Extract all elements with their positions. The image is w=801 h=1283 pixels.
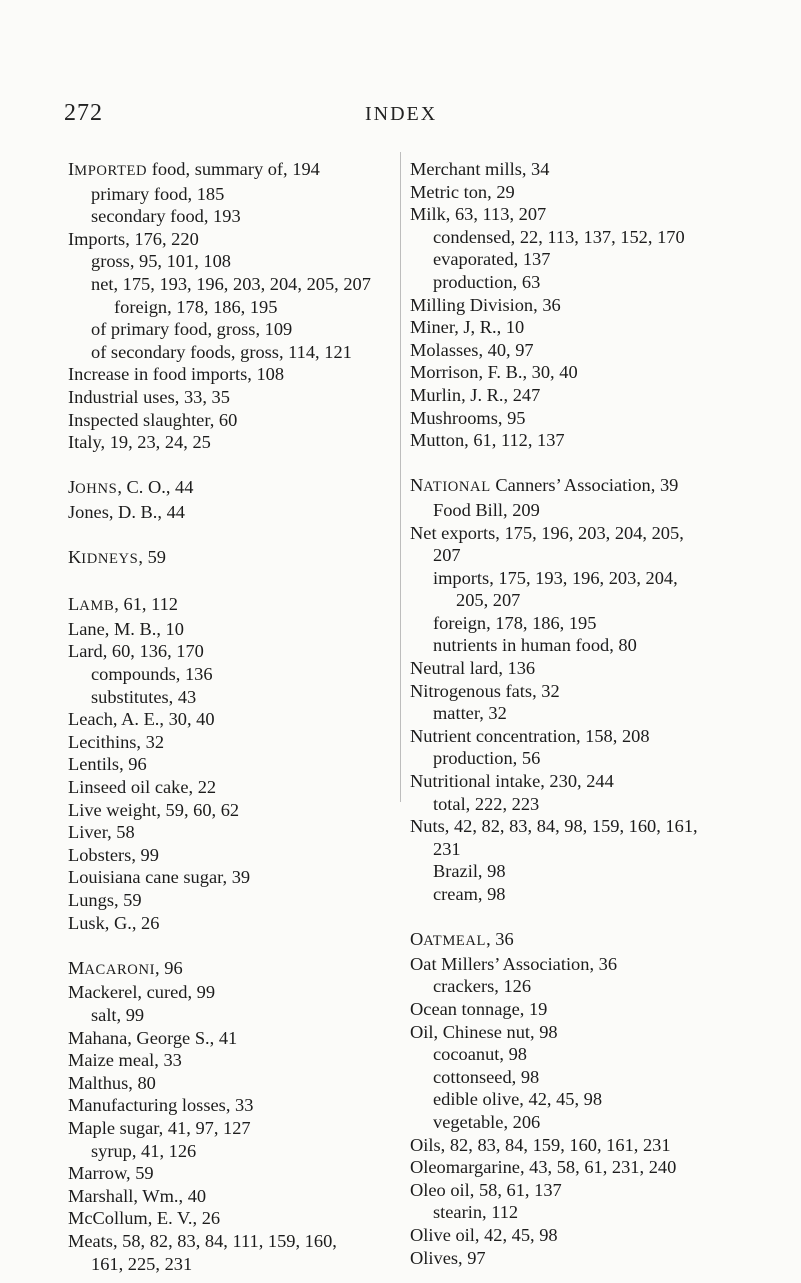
entry-text: Lane, M. B., 10 xyxy=(68,618,184,639)
index-entry xyxy=(410,339,795,362)
index-subentry xyxy=(410,612,795,635)
index-subentry xyxy=(410,499,795,522)
entry-text: substitutes, 43 xyxy=(91,686,197,707)
index-entry xyxy=(68,889,393,912)
entry-text: cottonseed, 98 xyxy=(433,1066,540,1087)
entry-text: foreign, 178, 186, 195 xyxy=(433,612,597,633)
index-entry xyxy=(410,680,795,703)
entry-text: nutrients in human food, 80 xyxy=(433,635,637,656)
index-subentry xyxy=(410,271,795,294)
entry-text: Malthus, 80 xyxy=(68,1072,156,1093)
entry-text: Lobsters, 99 xyxy=(68,844,159,865)
entry-text: Mushrooms, 95 xyxy=(410,407,526,428)
entry-text: Industrial uses, 33, 35 xyxy=(68,386,230,407)
index-entry xyxy=(68,1117,393,1140)
index-entry xyxy=(68,1185,393,1208)
index-entry xyxy=(410,361,795,384)
entry-text: Inspected slaughter, 60 xyxy=(68,409,238,430)
entry-text: Meats, 58, 82, 83, 84, 111, 159, 160, xyxy=(68,1230,337,1251)
index-subentry xyxy=(68,1004,393,1027)
entry-text: Lard, 60, 136, 170 xyxy=(68,641,204,662)
entry-text: , 36 xyxy=(486,929,514,950)
entry-text: Marshall, Wm., 40 xyxy=(68,1185,207,1206)
index-entry xyxy=(68,1049,393,1072)
index-entry xyxy=(68,431,393,454)
entry-text: 207 xyxy=(433,545,461,566)
index-entry xyxy=(410,928,795,953)
entry-text: evaporated, 137 xyxy=(433,249,551,270)
index-subentry xyxy=(410,226,795,249)
entry-text: Oat Millers’ Association, 36 xyxy=(410,953,618,974)
index-entry-continuation xyxy=(410,838,795,861)
entry-text: gross, 95, 101, 108 xyxy=(91,251,231,272)
index-subentry xyxy=(410,860,795,883)
entry-text: of secondary foods, gross, 114, 121 xyxy=(91,341,352,362)
index-subentry xyxy=(410,248,795,271)
index-entry xyxy=(68,1094,393,1117)
section-initial-word: OATMEAL xyxy=(410,929,487,950)
entry-text: Lungs, 59 xyxy=(68,890,142,910)
index-entry xyxy=(68,1207,393,1230)
section-gap xyxy=(410,452,795,475)
entry-text: Food Bill, 209 xyxy=(433,499,540,520)
index-subentry xyxy=(410,975,795,998)
entry-text: total, 222, 223 xyxy=(433,793,540,814)
entry-text: Oils, 82, 83, 84, 159, 160, 161, 231 xyxy=(410,1134,671,1155)
entry-text: Nutrient concentration, 158, 208 xyxy=(410,725,650,746)
entry-text: net, 175, 193, 196, 203, 204, 205, 207 xyxy=(91,273,371,294)
index-entry xyxy=(410,998,795,1021)
index-entry xyxy=(410,770,795,793)
entry-text: Lusk, G., 26 xyxy=(68,912,160,933)
index-entry xyxy=(68,1162,393,1185)
section-gap xyxy=(68,571,393,594)
index-subentry xyxy=(68,183,393,206)
index-entry xyxy=(68,363,393,386)
entry-text: Maple sugar, 41, 97, 127 xyxy=(68,1117,251,1138)
entry-text: Ocean tonnage, 19 xyxy=(410,998,548,1019)
entry-text: Oleomargarine, 43, 58, 61, 231, 240 xyxy=(410,1157,677,1178)
entry-text: 205, 207 xyxy=(456,590,521,611)
entry-text: McCollum, E. V., 26 xyxy=(68,1208,221,1229)
entry-text: Mutton, 61, 112, 137 xyxy=(410,430,565,451)
entry-text: cream, 98 xyxy=(433,884,506,904)
entry-text: of primary food, gross, 109 xyxy=(91,319,293,340)
index-entry xyxy=(68,776,393,799)
index-entry xyxy=(410,522,795,545)
index-entry xyxy=(410,953,795,976)
index-subentry xyxy=(410,702,795,725)
section-initial-word: NATIONAL xyxy=(410,475,491,496)
index-entry xyxy=(68,912,393,935)
index-entry xyxy=(410,316,795,339)
index-subentry xyxy=(68,663,393,686)
index-column-right xyxy=(410,158,795,1269)
entry-text: , 61, 112 xyxy=(114,594,178,615)
entry-text: Merchant mills, 34 xyxy=(410,159,550,179)
entry-text: Lentils, 96 xyxy=(68,754,147,775)
index-entry xyxy=(410,1021,795,1044)
index-entry xyxy=(68,708,393,731)
index-entry xyxy=(68,546,393,571)
index-entry xyxy=(68,618,393,641)
entry-text: Olive oil, 42, 45, 98 xyxy=(410,1224,558,1245)
index-subentry xyxy=(410,793,795,816)
entry-text: 161, 225, 231 xyxy=(91,1253,193,1274)
entry-text: , 59 xyxy=(138,547,166,568)
entry-text: salt, 99 xyxy=(91,1004,145,1025)
index-entry-continuation xyxy=(410,589,795,612)
index-entry xyxy=(68,1027,393,1050)
index-subentry xyxy=(68,205,393,228)
entry-text: Milk, 63, 113, 207 xyxy=(410,204,547,225)
column-divider xyxy=(400,152,401,802)
index-entry xyxy=(68,593,393,618)
index-subentry xyxy=(68,318,393,341)
index-entry xyxy=(410,474,795,499)
index-subentry xyxy=(68,273,393,296)
entry-text: Miner, J, R., 10 xyxy=(410,317,525,338)
entry-text: Increase in food imports, 108 xyxy=(68,364,285,385)
index-entry xyxy=(68,501,393,524)
section-gap xyxy=(68,934,393,957)
index-subentry xyxy=(68,296,393,319)
entry-text: Mackerel, cured, 99 xyxy=(68,982,216,1003)
entry-text: Oleo oil, 58, 61, 137 xyxy=(410,1179,562,1200)
section-initial-word: MACARONI xyxy=(68,957,156,978)
index-entry-continuation xyxy=(410,544,795,567)
index-subentry xyxy=(68,1140,393,1163)
section-initial-word: LAMB xyxy=(68,594,115,615)
index-entry xyxy=(68,866,393,889)
entry-text: Linseed oil cake, 22 xyxy=(68,777,217,798)
index-entry xyxy=(410,429,795,452)
index-entry xyxy=(68,640,393,663)
section-initial-word: KIDNEYS xyxy=(68,547,139,568)
entry-text: compounds, 136 xyxy=(91,664,213,685)
index-entry xyxy=(410,657,795,680)
index-entry xyxy=(410,384,795,407)
entry-text: Live weight, 59, 60, 62 xyxy=(68,799,240,820)
entry-text: syrup, 41, 126 xyxy=(91,1140,197,1161)
index-subentry xyxy=(410,1088,795,1111)
entry-text: foreign, 178, 186, 195 xyxy=(114,296,278,317)
entry-text: Canners’ Association, 39 xyxy=(490,475,679,496)
index-entry xyxy=(68,957,393,982)
entry-text: Louisiana cane sugar, 39 xyxy=(68,867,251,888)
index-entry xyxy=(68,386,393,409)
index-entry xyxy=(410,294,795,317)
index-entry xyxy=(68,476,393,501)
entry-text: Murlin, J. R., 247 xyxy=(410,384,541,405)
entry-text: Net exports, 175, 196, 203, 204, 205, xyxy=(410,522,684,543)
entry-text: Italy, 19, 23, 24, 25 xyxy=(68,432,211,453)
entry-text: , 96 xyxy=(155,957,183,978)
entry-text: edible olive, 42, 45, 98 xyxy=(433,1089,603,1110)
index-subentry xyxy=(68,341,393,364)
index-entry xyxy=(410,725,795,748)
index-entry xyxy=(410,1156,795,1179)
index-subentry xyxy=(410,883,795,906)
index-subentry xyxy=(410,1111,795,1134)
entry-text: Marrow, 59 xyxy=(68,1163,154,1184)
entry-text: Nutritional intake, 230, 244 xyxy=(410,771,614,792)
entry-text: crackers, 126 xyxy=(433,976,532,997)
entry-text: Leach, A. E., 30, 40 xyxy=(68,709,215,730)
index-entry xyxy=(410,1134,795,1157)
index-entry xyxy=(410,203,795,226)
entry-text: imports, 175, 193, 196, 203, 204, xyxy=(433,567,678,588)
index-entry xyxy=(68,753,393,776)
running-head: INDEX xyxy=(365,103,438,125)
section-gap xyxy=(68,454,393,477)
index-entry-continuation xyxy=(68,1253,393,1276)
index-entry xyxy=(68,799,393,822)
entry-text: secondary food, 193 xyxy=(91,206,241,227)
section-initial-word: JOHNS xyxy=(68,477,118,498)
entry-text: Neutral lard, 136 xyxy=(410,658,536,679)
index-subentry xyxy=(410,1201,795,1224)
entry-text: food, summary of, 194 xyxy=(147,159,320,179)
entry-text: Metric ton, 29 xyxy=(410,181,515,202)
index-entry xyxy=(68,158,393,183)
index-entry xyxy=(410,181,795,204)
entry-text: 231 xyxy=(433,838,461,859)
entry-text: cocoanut, 98 xyxy=(433,1044,527,1065)
index-entry xyxy=(68,1230,393,1253)
entry-text: Jones, D. B., 44 xyxy=(68,501,185,522)
entry-text: condensed, 22, 113, 137, 152, 170 xyxy=(433,226,685,247)
index-subentry xyxy=(410,634,795,657)
entry-text: Olives, 97 xyxy=(410,1247,486,1268)
entry-text: Lecithins, 32 xyxy=(68,731,165,752)
index-subentry xyxy=(68,250,393,273)
entry-text: vegetable, 206 xyxy=(433,1111,541,1132)
entry-text: Nitrogenous fats, 32 xyxy=(410,680,560,701)
entry-text: Mahana, George S., 41 xyxy=(68,1027,238,1048)
index-entry xyxy=(68,409,393,432)
index-entry xyxy=(68,844,393,867)
index-entry xyxy=(410,407,795,430)
index-entry xyxy=(410,158,795,181)
entry-text: production, 63 xyxy=(433,271,541,292)
index-column-left xyxy=(68,158,393,1275)
page-number: 272 xyxy=(64,100,103,126)
entry-text: production, 56 xyxy=(433,748,541,769)
entry-text: primary food, 185 xyxy=(91,183,225,204)
entry-text: matter, 32 xyxy=(433,703,507,724)
entry-text: stearin, 112 xyxy=(433,1202,519,1223)
index-entry xyxy=(68,1072,393,1095)
entry-text: Maize meal, 33 xyxy=(68,1050,182,1071)
entry-text: Liver, 58 xyxy=(68,822,135,843)
index-entry xyxy=(410,1179,795,1202)
entry-text: Imports, 176, 220 xyxy=(68,228,199,249)
index-subentry xyxy=(68,686,393,709)
index-entry xyxy=(68,821,393,844)
entry-text: Brazil, 98 xyxy=(433,861,506,882)
index-entry xyxy=(68,228,393,251)
entry-text: Milling Division, 36 xyxy=(410,294,561,315)
entry-text: Molasses, 40, 97 xyxy=(410,339,534,360)
entry-text: Nuts, 42, 82, 83, 84, 98, 159, 160, 161, xyxy=(410,816,698,837)
section-initial-word: IMPORTED xyxy=(68,159,148,179)
index-entry xyxy=(68,981,393,1004)
index-entry xyxy=(410,1247,795,1270)
index-subentry xyxy=(410,567,795,590)
entry-text: Oil, Chinese nut, 98 xyxy=(410,1021,558,1042)
section-gap xyxy=(410,906,795,929)
entry-text: , C. O., 44 xyxy=(117,477,194,498)
index-subentry xyxy=(410,1043,795,1066)
index-entry xyxy=(410,815,795,838)
index-entry xyxy=(68,731,393,754)
section-gap xyxy=(68,524,393,547)
index-subentry xyxy=(410,1066,795,1089)
index-entry xyxy=(410,1224,795,1247)
entry-text: Morrison, F. B., 30, 40 xyxy=(410,362,578,383)
entry-text: Manufacturing losses, 33 xyxy=(68,1095,254,1116)
index-subentry xyxy=(410,747,795,770)
